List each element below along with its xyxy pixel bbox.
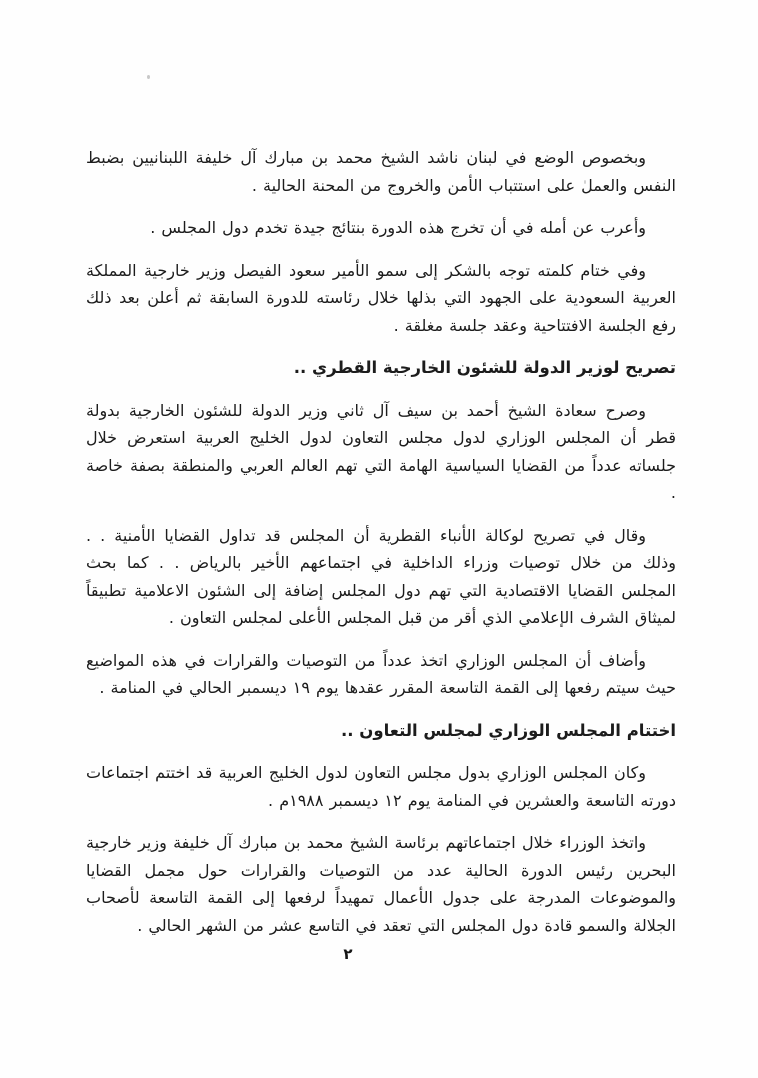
- paragraph-recommendations-summit: وأضاف أن المجلس الوزاري اتخذ عدداً من التوصيات والقرارات في هذه المواضيع حيث سيتم رفعها إلى القمة التاسعة المقرر عقدها يوم ١٩ ديسمبر الحالي في المنامة .: [86, 650, 676, 697]
- paragraph-qna-statement: وقال في تصريح لوكالة الأنباء القطرية أن المجلس قد تداول القضايا الأمنية . . وذلك من خلال توصيات وزراء الداخلية في اجتماعهم الأخير بالرياض . . كما بحث المجلس القضايا الاقتصادية التي تهم دول المجلس إضافة إلى الشئون الاعلامية تطبيقاً لميثاق الشرف الإعلامي الذي أقر من قبل المجلس الأعلى لمجلس التعاون .: [86, 525, 676, 627]
- paragraph-session-conclusion: وكان المجلس الوزاري بدول مجلس التعاون لدول الخليج العربية قد اختتم اجتماعات دورته التاسعة والعشرين في المنامة يوم ١٢ ديسمبر ١٩٨٨م .: [86, 763, 676, 810]
- paragraph-ministers-decisions: واتخذ الوزراء خلال اجتماعاتهم برئاسة الشيخ محمد بن مبارك آل خليفة وزير خارجية البحرين رئيس الدورة الحالية عدد من التوصيات والقرارات حول مجمل القضايا والموضوعات المدرجة على جدول الأعمال تمهيداً لرفعها إلى القمة التاسعة لأصحاب الجلالة والسمو قادة دول المجلس التي تعقد في التاسع عشر من الشهر الحالي .: [86, 833, 676, 935]
- paragraph-qatari-minister-review: وصرح سعادة الشيخ أحمد بن سيف آل ثاني وزير الدولة للشئون الخارجية بدولة قطر أن المجلس الوزاري لدول مجلس التعاون لدول الخليج العربية استعرض خلال جلساته عدداً من القضايا السياسية الهامة التي تهم العالم العربي والمنطقة بصفة خاصة .: [86, 400, 676, 502]
- page-number: ٢: [343, 945, 353, 963]
- section-heading-qatari-minister-statement: تصريح لوزير الدولة للشئون الخارجية القطري ..: [293, 358, 676, 377]
- document-text-column: [86, 144, 676, 954]
- section-heading-ministerial-council-conclusion: اختتام المجلس الوزاري لمجلس التعاون ..: [340, 720, 676, 740]
- paragraph-hope-results: وأعرب عن أمله في أن تخرج هذه الدورة بنتائج جيدة تخدم دول المجلس .: [150, 218, 646, 237]
- paragraph-thanks-saud-alfaisal: وفي ختام كلمته توجه بالشكر إلى سمو الأمير سعود الفيصل وزير خارجية المملكة العربية السعودية على الجهود التي بذلها خلال رئاسته للدورة السابقة ثم أعلن بعد ذلك رفع الجلسة الافتتاحية وعقد جلسة مغلقة .: [86, 260, 676, 335]
- scan-speck: [147, 75, 150, 79]
- paragraph-lebanon-appeal: وبخصوص الوضع في لبنان ناشد الشيخ محمد بن مبارك آل خليفة اللبنانيين بضبط النفس والعمل على استتباب الأمن والخروج من المحنة الحالية .: [86, 148, 676, 195]
